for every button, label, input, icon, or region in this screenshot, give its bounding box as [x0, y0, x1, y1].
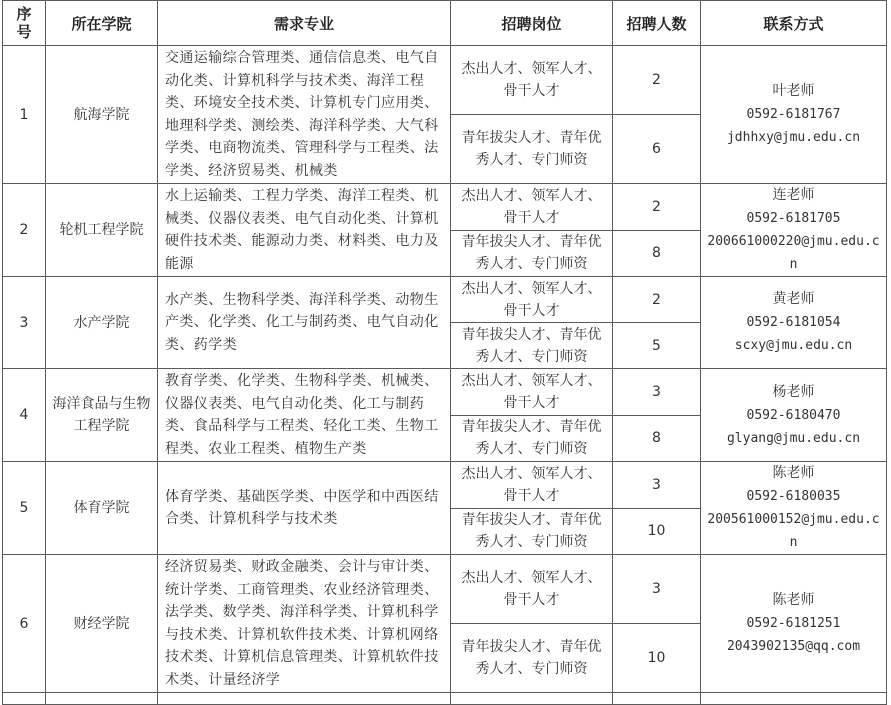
cell-position-senior: 杰出人才、领军人才、骨干人才 — [451, 46, 613, 115]
cell-count-junior: 8 — [613, 415, 701, 462]
cell-position-junior: 青年拔尖人才、青年优秀人才、专门师资 — [451, 323, 613, 369]
header-college: 所在学院 — [46, 1, 158, 46]
cell-count-junior: 6 — [613, 115, 701, 184]
cell-contact — [701, 184, 887, 277]
header-row — [3, 1, 887, 46]
table-row — [3, 369, 887, 416]
cell-count-senior: 2 — [613, 46, 701, 115]
contact-phone: 0592-6181054 — [746, 315, 841, 330]
cell-college: 体育学院 — [46, 462, 158, 555]
cell-contact — [701, 46, 887, 184]
cell-major: 体育学类、基础医学类、中医学和中西医结合类、计算机科学与技术类 — [158, 462, 451, 555]
cell-count-senior: 3 — [613, 369, 701, 416]
contact-phone: 0592-6181705 — [746, 211, 841, 226]
contact-phone: 0592-6180035 — [746, 489, 841, 504]
cell-position-senior: 杰出人才、领军人才、骨干人才 — [451, 555, 613, 624]
cell-contact — [701, 555, 887, 693]
header-major: 需求专业 — [158, 1, 451, 46]
cell-seq: 3 — [3, 277, 46, 369]
contact-email[interactable]: scxy@jmu.edu.cn — [734, 338, 853, 353]
contact-email[interactable]: 200661000220@jmu.edu.cn — [707, 234, 880, 272]
cell-position-junior: 青年拔尖人才、青年优秀人才、专门师资 — [451, 415, 613, 462]
contact-email[interactable]: jdhhxy@jmu.edu.cn — [726, 130, 861, 145]
cell-position-junior: 青年拔尖人才、青年优秀人才、专门师资 — [451, 115, 613, 184]
cell-count-junior: 8 — [613, 230, 701, 277]
contact-phone: 0592-6180470 — [746, 407, 841, 423]
cell-count-senior: 2 — [613, 184, 701, 231]
cell-major: 水上运输类、工程力学类、海洋工程类、机械类、仪器仪表类、电气自动化类、计算机硬件技术类、能源动力类、材料类、电力及能源 — [158, 184, 451, 277]
contact-name: 叶老师 — [772, 83, 815, 99]
cell-count-junior: 10 — [613, 624, 701, 693]
cell-major: 水产类、生物科学类、海洋科学类、动物生产类、化学类、化工与制药类、电气自动化类、药学类 — [158, 277, 451, 369]
cell-college: 海洋食品与生物工程学院 — [46, 369, 158, 462]
contact-email[interactable]: glyang@jmu.edu.cn — [726, 430, 861, 446]
contact-name: 陈老师 — [772, 465, 815, 481]
cell-major: 交通运输综合管理类、通信信息类、电气自动化类、计算机科学与技术类、海洋工程类、环境安全技术类、计算机专门应用类、地理科学类、测绘类、海洋科学类、大气科学类、电商物流类、管理科学与工程类、法学类、经济贸易类、机械类 — [158, 46, 451, 184]
cell-position-senior: 杰出人才、领军人才、骨干人才 — [451, 462, 613, 509]
contact-phone: 0592-6181767 — [746, 107, 841, 122]
cell-contact — [701, 462, 887, 555]
contact-phone: 0592-6181251 — [746, 616, 841, 631]
contact-name: 杨老师 — [772, 383, 815, 400]
table-row-partial — [3, 693, 887, 705]
cell-count-junior: 5 — [613, 323, 701, 369]
cell-count-senior: 2 — [613, 277, 701, 323]
cell-count-senior: 3 — [613, 462, 701, 509]
table-row — [3, 277, 887, 323]
header-position: 招聘岗位 — [451, 1, 613, 46]
cell-college: 轮机工程学院 — [46, 184, 158, 277]
cell-college: 航海学院 — [46, 46, 158, 184]
cell-position-senior: 杰出人才、领军人才、骨干人才 — [451, 277, 613, 323]
cell-major: 教育学类、化学类、生物科学类、机械类、仪器仪表类、电气自动化类、化工与制药类、食品科学与工程类、轻化工类、生物工程类、农业工程类、植物生产类 — [158, 369, 451, 462]
contact-name: 黄老师 — [772, 291, 815, 307]
contact-email[interactable]: 200561000152@jmu.edu.cn — [707, 512, 880, 550]
cell-count-junior: 10 — [613, 508, 701, 555]
cell-seq: 5 — [3, 462, 46, 555]
cell-seq: 6 — [3, 555, 46, 693]
cell-major: 经济贸易类、财政金融类、会计与审计类、统计学类、工商管理类、农业经济管理类、法学类、数学类、海洋科学类、计算机科学与技术类、计算机软件技术类、计算机网络技术类、计算机信息管理类、计算机软件技术类、计量经济学 — [158, 555, 451, 693]
cell-position-junior: 青年拔尖人才、青年优秀人才、专门师资 — [451, 624, 613, 693]
cell-college: 水产学院 — [46, 277, 158, 369]
header-count: 招聘人数 — [613, 1, 701, 46]
cell-position-junior: 青年拔尖人才、青年优秀人才、专门师资 — [451, 508, 613, 555]
cell-college: 财经学院 — [46, 555, 158, 693]
table-row — [3, 46, 887, 115]
table-row — [3, 184, 887, 231]
table-row — [3, 462, 887, 509]
contact-email[interactable]: 2043902135@qq.com — [726, 639, 861, 654]
contact-name: 陈老师 — [772, 592, 815, 608]
cell-seq: 1 — [3, 46, 46, 184]
cell-count-senior: 3 — [613, 555, 701, 624]
cell-position-junior: 青年拔尖人才、青年优秀人才、专门师资 — [451, 230, 613, 277]
recruitment-table — [2, 0, 887, 705]
table-row — [3, 555, 887, 624]
cell-position-senior: 杰出人才、领军人才、骨干人才 — [451, 369, 613, 416]
header-contact: 联系方式 — [701, 1, 887, 46]
cell-contact — [701, 277, 887, 369]
cell-seq: 2 — [3, 184, 46, 277]
contact-name: 连老师 — [772, 187, 815, 203]
cell-position-senior: 杰出人才、领军人才、骨干人才 — [451, 184, 613, 231]
cell-seq: 4 — [3, 369, 46, 462]
cell-contact — [701, 369, 887, 462]
header-seq: 序 号 — [3, 1, 46, 46]
